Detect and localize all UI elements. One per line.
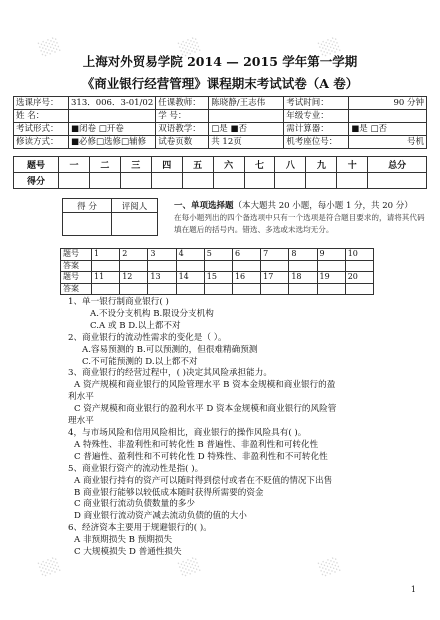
question-options: C 大规模损失 D 普通性损失: [74, 547, 182, 558]
question-number: 5: [204, 249, 232, 261]
question-stem: 4，与市场风险和信用风险相比，商业银行的操作风险具有( )。: [68, 427, 307, 438]
question-options: A 非预期损失 B 预期损失: [74, 535, 173, 546]
grader-row: [63, 213, 158, 236]
score-cell[interactable]: [275, 173, 306, 189]
question-options: 利水平: [68, 392, 94, 403]
watermark: ░░: [318, 37, 342, 58]
score-cell[interactable]: [244, 173, 275, 189]
section-heading: 一、单项选择题: [174, 201, 234, 211]
question-options: A 商业银行持有的资产可以随时得到偿付或者在不贬值的情况下出售: [74, 475, 333, 486]
info-value: 陈晓静/王志伟: [209, 97, 284, 110]
answer-number-row: [61, 272, 374, 284]
answer-cell[interactable]: [345, 283, 373, 295]
grader-label: 评阅人: [112, 199, 158, 213]
info-label: 修读方式：: [14, 136, 69, 149]
info-label: 需计算器：: [284, 123, 349, 136]
score-column-header: 四: [151, 157, 182, 173]
answer-cell[interactable]: [261, 283, 289, 295]
info-value: ■是 □否: [349, 123, 427, 136]
question-number: 8: [289, 249, 317, 261]
info-value: □是 ■否: [209, 123, 284, 136]
answer-cell[interactable]: [289, 283, 317, 295]
question-number: 7: [261, 249, 289, 261]
question-number: 15: [204, 272, 232, 284]
info-label: 机考座位号：: [284, 136, 349, 149]
answer-cell[interactable]: [289, 260, 317, 272]
question-stem: 6、经济资本主要用于规避银行的( )。: [68, 523, 212, 534]
score-header-row: [14, 157, 427, 173]
score-cell[interactable]: [306, 173, 337, 189]
score-column-header: 九: [306, 157, 337, 173]
info-label: 选课序号：: [14, 97, 69, 110]
answer-table: [60, 248, 374, 295]
grader-row: [63, 199, 158, 213]
question-number: 9: [317, 249, 345, 261]
answer-fill-row: [61, 260, 374, 272]
section-1-header: [174, 200, 430, 236]
question-number: 17: [261, 272, 289, 284]
answer-cell[interactable]: [317, 283, 345, 295]
question-options: C 普遍性、盈利性和不可转化性 D 特殊性、非盈利性和不可转化性: [74, 451, 328, 462]
question-number: 3: [148, 249, 176, 261]
score-column-header: 总分: [368, 157, 427, 173]
watermark: ░░: [38, 557, 62, 578]
info-label: 考试时间：: [284, 97, 349, 110]
question-number: 18: [289, 272, 317, 284]
info-label: 试卷页数: [156, 136, 209, 149]
info-row: [14, 110, 427, 123]
answer-cell[interactable]: [176, 260, 204, 272]
watermark: ░░: [318, 557, 342, 578]
question-number: 13: [148, 272, 176, 284]
score-cell[interactable]: [120, 173, 151, 189]
answer-cell[interactable]: [232, 283, 260, 295]
answer-row-label: 答案: [61, 283, 92, 295]
answer-row-label: 题号: [61, 249, 92, 261]
question-options: A.容易预测的 B.可以预测的，但很难精确预测: [82, 344, 258, 355]
score-row-label: 题号: [14, 157, 59, 173]
exam-title-line2: 《商业银行经营管理》课程期末考试试卷（A 卷）: [81, 76, 359, 91]
question-options: C.不可能预测的 D.以上都不对: [82, 356, 198, 367]
score-column-header: 六: [213, 157, 244, 173]
answer-cell[interactable]: [148, 260, 176, 272]
watermark: ░░: [178, 37, 202, 58]
question-number: 4: [176, 249, 204, 261]
question-options: 理水平: [68, 416, 94, 427]
info-value: ■闭卷 □开卷: [69, 123, 156, 136]
question-number: 16: [232, 272, 260, 284]
answer-cell[interactable]: [92, 260, 120, 272]
info-label: 年级专业：: [284, 110, 349, 123]
question-number: 12: [120, 272, 148, 284]
page-number: 1: [410, 585, 416, 594]
info-label: 姓 名：: [14, 110, 69, 123]
question-options: C 资产规模和商业银行的盈利水平 D 资本金规模和商业银行的风险管: [74, 404, 337, 415]
info-row: [14, 136, 427, 149]
answer-row-label: 答案: [61, 260, 92, 272]
score-column-header: 五: [182, 157, 213, 173]
answer-cell[interactable]: [345, 260, 373, 272]
question-number: 6: [232, 249, 260, 261]
info-label: 任课教师：: [156, 97, 209, 110]
grader-score-cell[interactable]: [63, 213, 112, 236]
question-number: 2: [120, 249, 148, 261]
score-row-label: 得分: [14, 173, 59, 189]
info-value: 90 分钟: [349, 97, 427, 110]
exam-title-line1: 上海对外贸易学院 2014 — 2015 学年第一学期: [82, 54, 358, 69]
score-value-row: [14, 173, 427, 189]
question-options: A 特殊性、非盈利性和可转化性 B 普遍性、非盈利性和可转化性: [74, 439, 319, 450]
question-options: D 商业银行流动资产减去流动负债的值的大小: [74, 511, 247, 522]
section-meta: （本大题共 20 小题，每小题 1 分，共 20 分）: [233, 201, 413, 211]
watermark: ░░: [38, 37, 62, 58]
answer-cell[interactable]: [232, 260, 260, 272]
score-column-header: 二: [89, 157, 120, 173]
answer-row-label: 题号: [61, 272, 92, 284]
name-field[interactable]: [69, 110, 156, 123]
answer-cell[interactable]: [317, 260, 345, 272]
question-options: B 商业银行能够以较低成本随时获得所需要的资金: [74, 487, 264, 498]
info-label: 双语教学：: [156, 123, 209, 136]
info-row: [14, 123, 427, 136]
score-cell[interactable]: [59, 173, 90, 189]
question-stem: 2、商业银行的流动性需求的变化是（ ）。: [68, 332, 227, 343]
info-value: 号机: [349, 136, 427, 149]
question-number: 19: [317, 272, 345, 284]
score-cell[interactable]: [151, 173, 182, 189]
grader-name-cell[interactable]: [112, 213, 158, 236]
exam-info-table: [13, 96, 427, 149]
score-cell[interactable]: [89, 173, 120, 189]
student-id-field[interactable]: [209, 110, 284, 123]
info-row: [14, 97, 427, 110]
info-value: 313．006．3-01/02: [69, 97, 156, 110]
info-label: 考试形式：: [14, 123, 69, 136]
answer-fill-row: [61, 283, 374, 295]
answer-cell[interactable]: [120, 283, 148, 295]
score-column-header: 七: [244, 157, 275, 173]
grader-table: [62, 198, 158, 236]
score-column-header: 三: [120, 157, 151, 173]
score-cell[interactable]: [182, 173, 213, 189]
watermark: ░░: [178, 557, 202, 578]
question-number: 20: [345, 272, 373, 284]
question-list: [68, 297, 428, 559]
question-options: A.不设分支机构 B.限设分支机构: [90, 308, 214, 319]
answer-cell[interactable]: [148, 283, 176, 295]
answer-cell[interactable]: [92, 283, 120, 295]
score-cell[interactable]: [213, 173, 244, 189]
question-options: A 资产规模和商业银行的风险管理水平 B 资本金规模和商业银行的盈: [74, 380, 336, 391]
question-stem: 3、商业银行的经营过程中，( )决定其风险承担能力。: [68, 368, 272, 379]
question-options: C 商业银行流动负债数量的多少: [74, 499, 196, 510]
question-number: 14: [176, 272, 204, 284]
answer-cell[interactable]: [204, 283, 232, 295]
major-field[interactable]: [349, 110, 427, 123]
answer-cell[interactable]: [204, 260, 232, 272]
score-table: [13, 156, 427, 189]
question-number: 10: [345, 249, 373, 261]
info-value: 共 12页: [209, 136, 284, 149]
question-number: 11: [92, 272, 120, 284]
info-value: ■必修□选修□辅修: [69, 136, 156, 149]
question-stem: 5、商业银行资产的流动性是指( )。: [68, 463, 204, 474]
answer-cell[interactable]: [176, 283, 204, 295]
question-stem: 1、单一银行制商业银行( ): [68, 297, 169, 307]
score-column-header: 一: [59, 157, 90, 173]
score-column-header: 十: [337, 157, 368, 173]
section-instructions: 在每小题列出的四个备选项中只有一个选项是符合题目要求的，请将其代码填在题后的括号内。错选、多选或未选均无分。: [174, 213, 425, 234]
score-cell[interactable]: [368, 173, 427, 189]
grader-label: 得 分: [63, 199, 112, 213]
info-label: 学 号：: [156, 110, 209, 123]
answer-cell[interactable]: [261, 260, 289, 272]
answer-number-row: [61, 249, 374, 261]
score-cell[interactable]: [337, 173, 368, 189]
question-options: C.A 或 B D.以上都不对: [90, 320, 181, 331]
question-number: 1: [92, 249, 120, 261]
answer-cell[interactable]: [120, 260, 148, 272]
score-column-header: 八: [275, 157, 306, 173]
